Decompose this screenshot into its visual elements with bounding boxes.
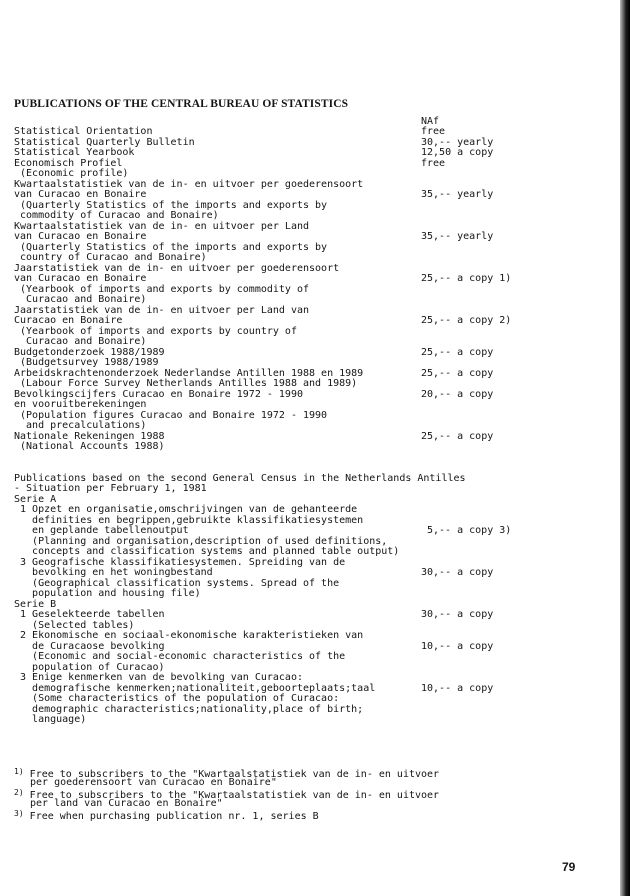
list-line: (Yearbook of imports and exports by commodity of (14, 284, 310, 295)
list-line: (Economic profile) (14, 168, 129, 179)
census-line: (Some characteristics of the population of Curacao: (14, 693, 340, 704)
census-line: bevolking en het woningbestand (14, 567, 213, 578)
footnote-text: Free when purchasing publication nr. 1, series B (29, 811, 319, 822)
list-line: (Quarterly Statistics of the imports and exports by (14, 200, 328, 211)
census-line: 3 Geografische klassifikatiesystemen. Spreiding van de (14, 557, 346, 568)
census-line: demographic characteristics;nationality,place of birth; (14, 704, 364, 715)
list-line: Kwartaalstatistiek van de in- en uitvoer per Land (14, 221, 310, 232)
footnote-text: Free to subscribers to the "Kwartaalstatistiek van de in- en uitvoer (29, 769, 440, 780)
list-line: Statistical Quarterly Bulletin (14, 137, 195, 148)
price-value: 10,-- a copy (421, 683, 494, 694)
census-line: 3 Enige kenmerken van de bevolking van Curacao: (14, 672, 303, 683)
census-line: 1 Opzet en organisatie,omschrijvingen van de gehanteerde (14, 504, 358, 515)
list-line: Curacao and Bonaire) (14, 294, 147, 305)
price-value: 35,-- yearly (421, 231, 494, 242)
census-line: (Geographical classification systems. Spread of the (14, 578, 340, 589)
price-value: 20,-- a copy (421, 389, 494, 400)
footnote-line: per land van Curacao en Bonaire" (30, 798, 223, 809)
census-line: en geplande tabellenoutput (14, 525, 189, 536)
census-line: definities en begrippen,gebruikte klassifikatiesystemen (14, 515, 364, 526)
census-line: 2 Ekonomische en sociaal-ekonomische karakteristieken van (14, 630, 364, 641)
list-line: (Quarterly Statistics of the imports and exports by (14, 242, 328, 253)
scan-page-edge (620, 0, 630, 896)
census-line: (Economic and social-economic characteristics of the (14, 651, 346, 662)
census-line: language) (14, 714, 87, 725)
census-line: Serie A (14, 494, 57, 505)
list-line: van Curacao en Bonaire (14, 273, 147, 284)
list-line: Budgetonderzoek 1988/1989 (14, 347, 165, 358)
list-line: Nationale Rekeningen 1988 (14, 431, 165, 442)
price-value: 25,-- a copy (421, 347, 494, 358)
footnote-line: per goederensoort van Curacao en Bonaire" (30, 777, 277, 788)
list-line: (Yearbook of imports and exports by country of (14, 326, 297, 337)
list-line: Arbeidskrachtenonderzoek Nederlandse Antillen 1988 en 1989 (14, 368, 364, 379)
list-line: commodity of Curacao and Bonaire) (14, 210, 219, 221)
price-value: 30,-- yearly (421, 137, 494, 148)
footnote-mark: 1) (14, 767, 24, 776)
footnote-mark: 2) (14, 788, 24, 797)
footnote-line (14, 808, 319, 822)
price-value: 25,-- a copy 2) (421, 315, 512, 326)
price-value: 12,50 a copy (421, 147, 494, 158)
census-line: - Situation per February 1, 1981 (14, 483, 207, 494)
census-line: demografische kenmerken;nationaliteit,geboorteplaats;taal (14, 683, 376, 694)
footnote-text: Free to subscribers to the "Kwartaalstatistiek van de in- en uitvoer (29, 790, 440, 801)
list-line: van Curacao en Bonaire (14, 189, 147, 200)
list-line: Statistical Orientation (14, 126, 153, 137)
list-line: Kwartaalstatistiek van de in- en uitvoer per goederensoort (14, 179, 364, 190)
list-line: en vooruitberekeningen (14, 399, 147, 410)
census-line: de Curacaose bevolking (14, 641, 165, 652)
census-line: Publications based on the second General Census in the Netherlands Antilles (14, 473, 466, 484)
list-line: (National Accounts 1988) (14, 441, 165, 452)
list-line: Jaarstatistiek van de in- en uitvoer per Land van (14, 305, 310, 316)
census-line: population and housing file) (14, 588, 201, 599)
price-value: free (421, 126, 446, 137)
census-line: concepts and classification systems and planned table output) (14, 546, 400, 557)
price-value: 10,-- a copy (421, 641, 494, 652)
list-line: and precalculations) (14, 420, 147, 431)
list-line: country of Curacao and Bonaire) (14, 252, 207, 263)
price-value: 30,-- a copy (421, 567, 494, 578)
list-line: (Budgetsurvey 1988/1989 (14, 357, 159, 368)
list-line: (Population figures Curacao and Bonaire 1972 - 1990 (14, 410, 328, 421)
price-value: 35,-- yearly (421, 189, 494, 200)
census-line: (Selected tables) (14, 620, 135, 631)
census-line: Serie B (14, 599, 57, 610)
price-value: 25,-- a copy 1) (421, 273, 512, 284)
census-line: (Planning and organisation,description of used definitions, (14, 536, 388, 547)
price-value: 25,-- a copy (421, 368, 494, 379)
list-line: (Labour Force Survey Netherlands Antilles 1988 and 1989) (14, 378, 358, 389)
page-title: PUBLICATIONS OF THE CENTRAL BUREAU OF STATISTICS (14, 98, 349, 110)
list-line: Curacao and Bonaire) (14, 336, 147, 347)
census-line: population of Curacao) (14, 662, 165, 673)
list-line: Statistical Yearbook (14, 147, 135, 158)
list-line: Economisch Profiel (14, 158, 123, 169)
price-column-header: NAf (421, 116, 440, 127)
price-value: 5,-- a copy 3) (427, 525, 512, 536)
footnote-mark: 3) (14, 809, 24, 818)
price-value: 25,-- a copy (421, 431, 494, 442)
list-line: Bevolkingscijfers Curacao en Bonaire 1972 - 1990 (14, 389, 303, 400)
list-line: Curacao en Bonaire (14, 315, 123, 326)
page-number: 79 (562, 860, 576, 874)
price-value: 30,-- a copy (421, 609, 494, 620)
census-line: 1 Geselekteerde tabellen (14, 609, 165, 620)
list-line: Jaarstatistiek van de in- en uitvoer per goederensoort (14, 263, 340, 274)
list-line: van Curacao en Bonaire (14, 231, 147, 242)
price-value: free (421, 158, 446, 169)
